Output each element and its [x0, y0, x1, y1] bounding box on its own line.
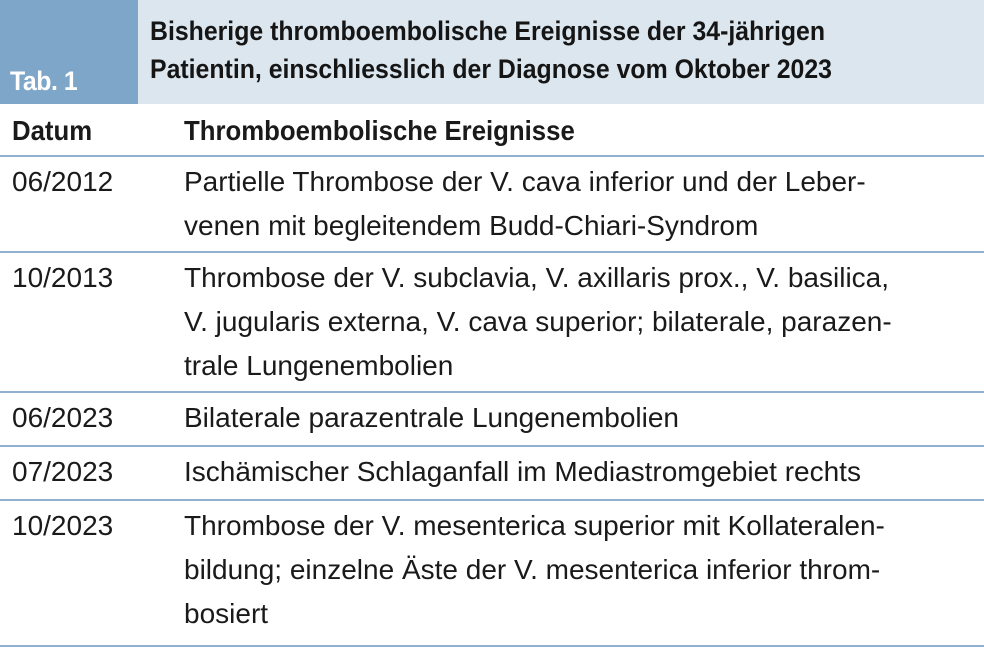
row-divider [0, 391, 984, 393]
row-date: 06/2012 [12, 166, 114, 197]
column-header-date: Datum [12, 115, 93, 146]
tab-label-box [0, 0, 138, 104]
row-event-line: Partielle Thrombose der V. cava inferior und der Leber- [184, 166, 866, 197]
column-header-events: Thromboembolische Ereignisse [184, 115, 575, 146]
row-divider [0, 445, 984, 447]
row-divider [0, 155, 984, 157]
table-title [150, 12, 904, 88]
table-row [0, 160, 984, 248]
row-date: 07/2023 [12, 456, 114, 487]
table-title-line: Patientin, einschliesslich der Diagnose vom Oktober 2023 [150, 54, 832, 84]
table-title-line: Bisherige thromboembolische Ereignisse der 34-jährigen [150, 16, 826, 46]
row-event-line: bosiert [184, 598, 269, 629]
row-event [184, 450, 861, 494]
row-event-line: Ischämischer Schlaganfall im Mediastromgebiet rechts [184, 456, 861, 487]
row-event-line: bildung; einzelne Äste der V. mesenterica inferior throm- [184, 554, 881, 585]
row-event-line: Thrombose der V. subclavia, V. axillaris prox., V. basilica, [184, 262, 890, 293]
row-divider [0, 645, 984, 647]
row-event-line: Bilaterale parazentrale Lungenembolien [184, 402, 680, 433]
table-row [0, 450, 984, 494]
table-header-band [0, 0, 984, 104]
row-event [184, 160, 866, 248]
row-divider [0, 499, 984, 501]
row-date: 10/2013 [12, 262, 114, 293]
table-row [0, 396, 984, 440]
row-event [184, 256, 892, 388]
row-event-line: trale Lungenembolien [184, 350, 454, 381]
row-divider [0, 251, 984, 253]
row-event-line: venen mit begleitendem Budd-Chiari-Syndrom [184, 210, 759, 241]
table-row [0, 256, 984, 388]
table-header-row [0, 109, 984, 153]
row-date: 06/2023 [12, 402, 114, 433]
row-event [184, 504, 885, 636]
tab-label: Tab. 1 [10, 66, 78, 96]
table-row [0, 504, 984, 636]
row-event [184, 396, 679, 440]
row-event-line: Thrombose der V. mesenterica superior mit Kollateralen- [184, 510, 885, 541]
row-date: 10/2023 [12, 510, 114, 541]
row-event-line: V. jugularis externa, V. cava superior; bilaterale, parazen- [184, 306, 892, 337]
